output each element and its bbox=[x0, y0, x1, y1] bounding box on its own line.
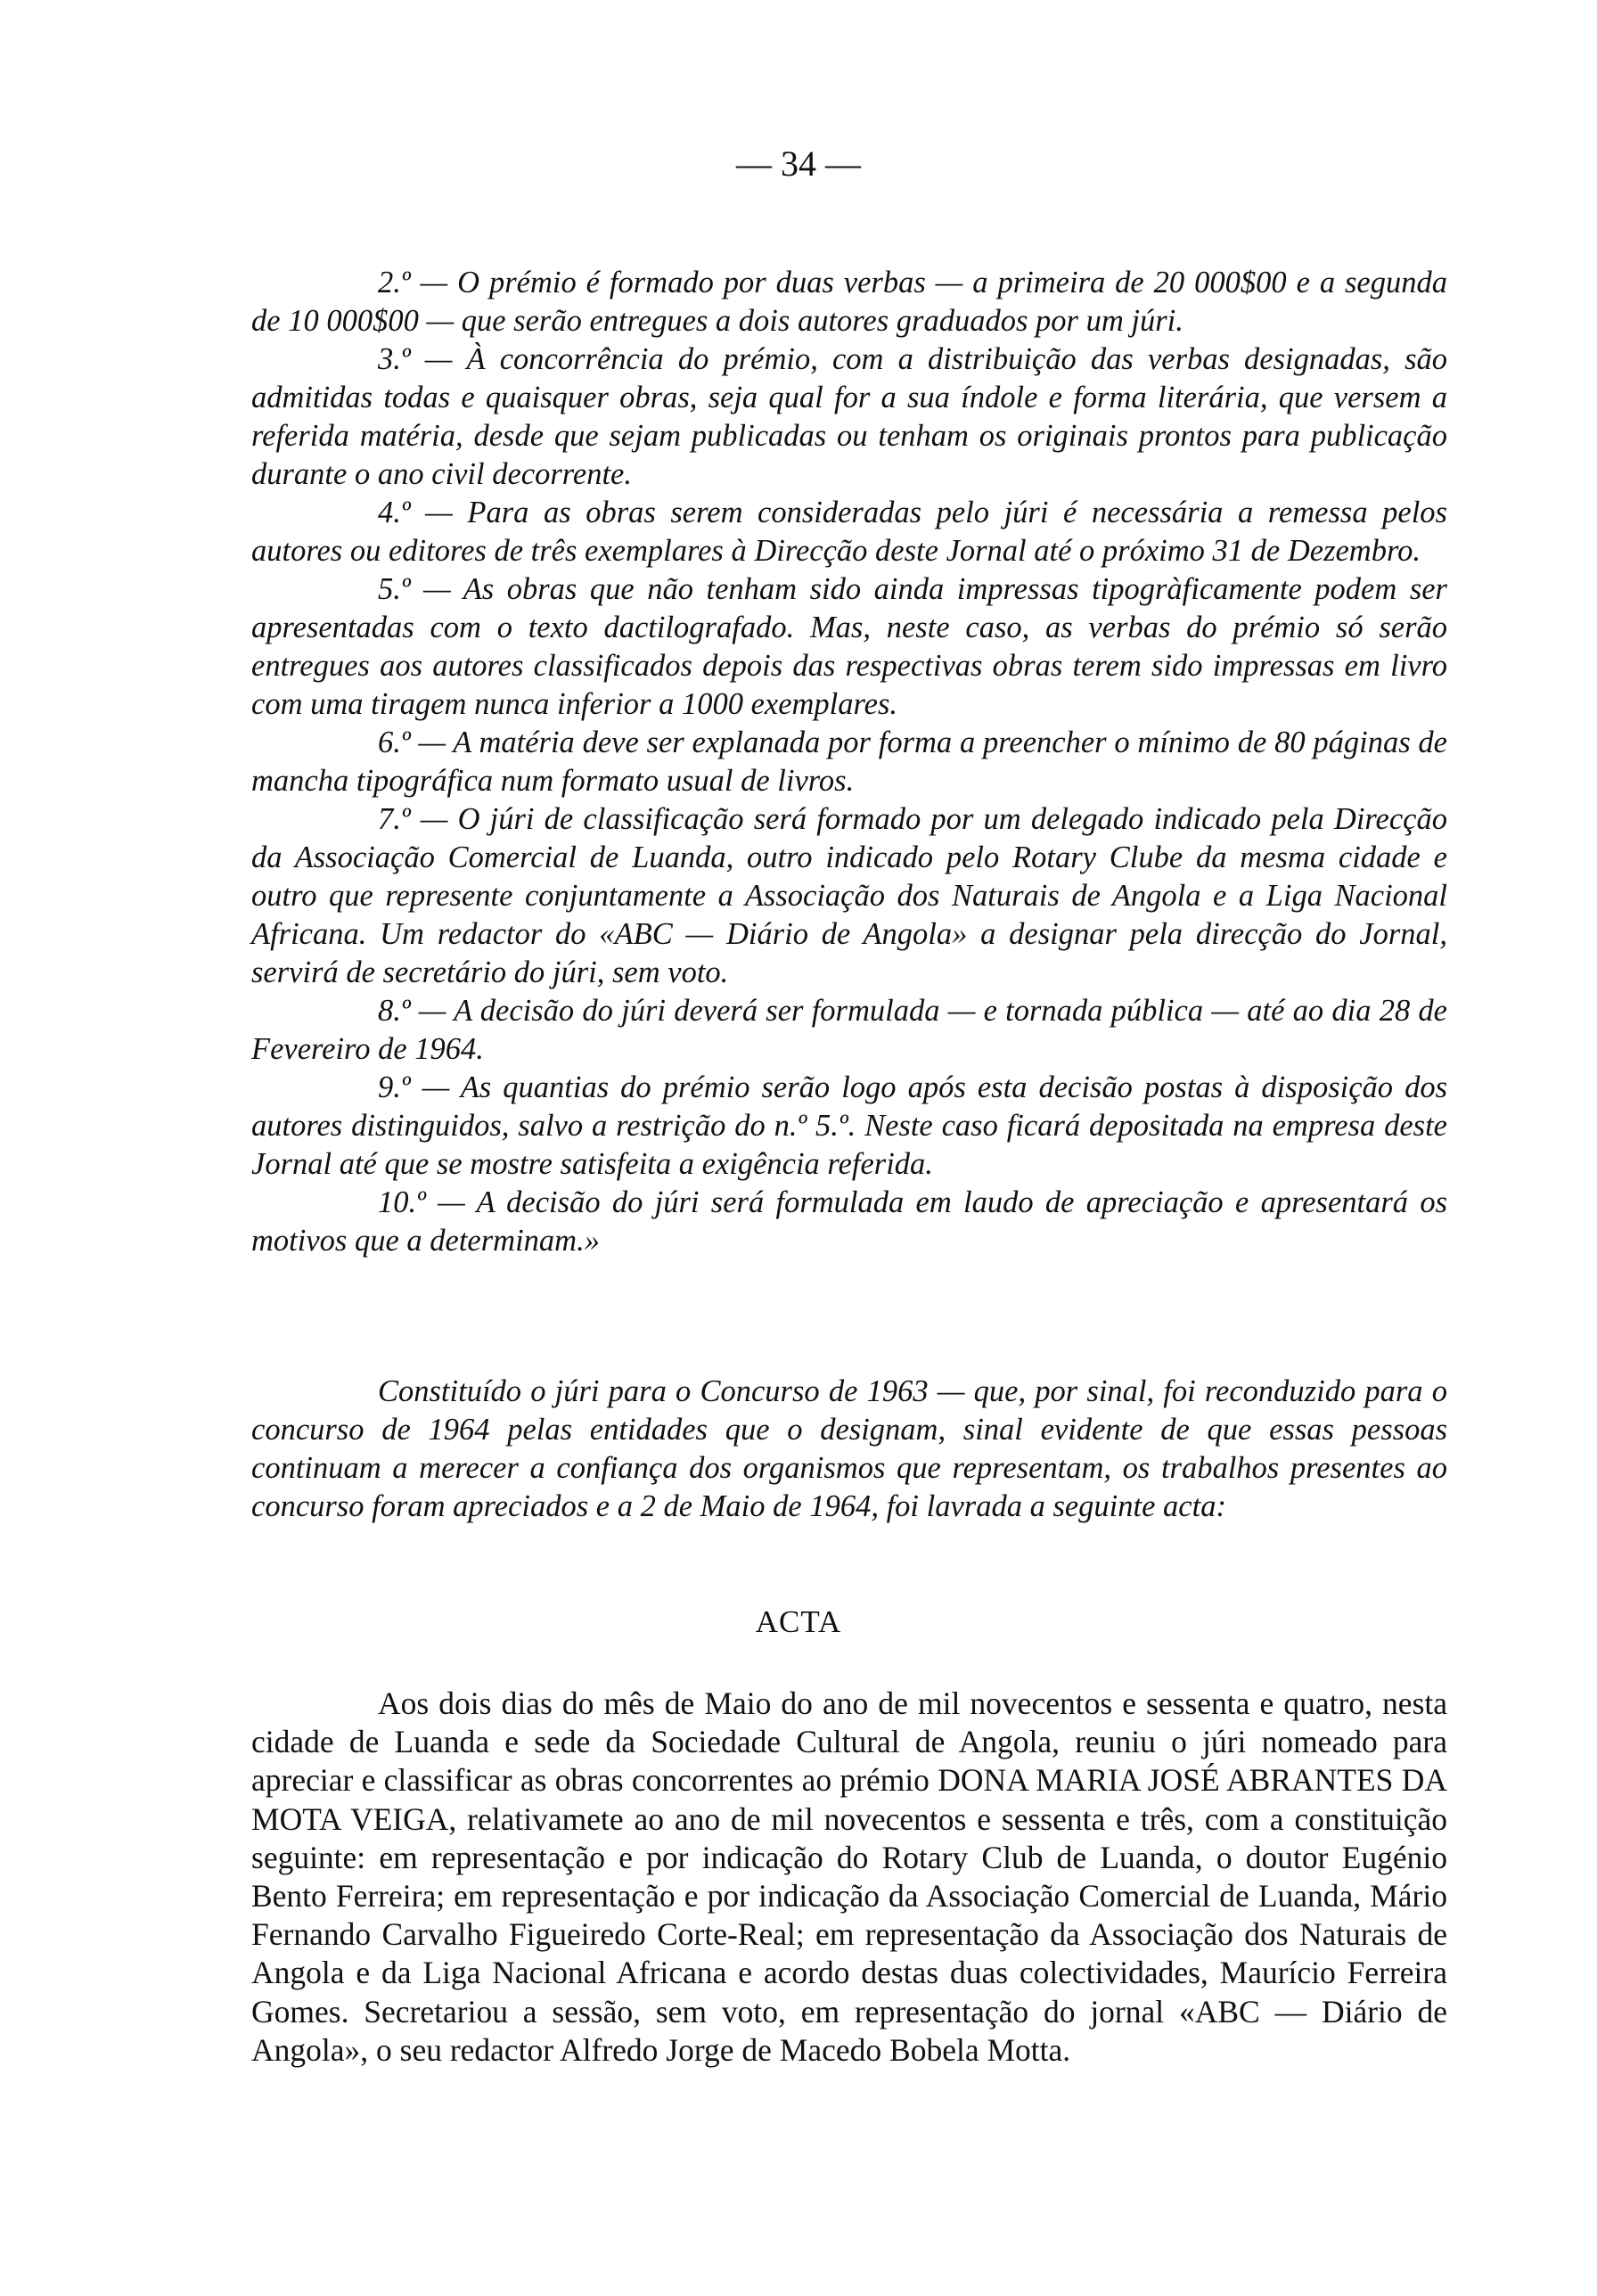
numbered-clauses bbox=[251, 264, 1447, 1260]
acta-heading: ACTA bbox=[755, 1604, 842, 1639]
clause-7: 7.º — O júri de classificação será formado por um delegado indicado pela Direcção da Associação Comercial de Luanda, outro indicado pelo Rotary Clube da mesma cidade e outro que represente conjuntamente a Associação dos Naturais de Angola e a Liga Nacional Africana. Um redactor do «ABC — Diário de Angola» a designar pela direcção do Jornal, servirá de secretário do júri, sem voto. bbox=[251, 802, 1447, 989]
clause-2: 2.º — O prémio é formado por duas verbas — a primeira de 20 000$00 e a segunda de 10 000$00 — que serão entregues a dois autores graduados por um júri. bbox=[251, 266, 1447, 338]
clause-3: 3.º — À concorrência do prémio, com a distribuição das verbas designadas, são admitidas todas e quaisquer obras, seja qual for a sua índole e forma literária, que versem a referida matéria, desde que sejam publicadas ou tenham os originais prontos para publicação durante o ano civil decorrente. bbox=[251, 342, 1447, 491]
acta-paragraph: Aos dois dias do mês de Maio do ano de mil novecentos e sessenta e quatro, nesta cidade de Luanda e sede da Sociedade Cultural de Angola, reuniu o júri nomeado para apreciar e classificar as obras concorrentes ao prémio DONA MARIA JOSÉ ABRANTES DA MOTA VEIGA, relativamete ao ano de mil novecentos e sessenta e três, com a constituição seguinte: em representação e por indicação do Rotary Club de Luanda, o doutor Eugénio Bento Ferreira; em representação e por indicação da Associação Comercial de Luanda, Mário Fernando Carvalho Figueiredo Corte-Real; em representação da Associação dos Naturais de Angola e da Liga Nacional Africana e acordo destas duas colectividades, Maurício Ferreira Gomes. Secretariou a sessão, sem voto, em representação do jornal «ABC — Diário de Angola», o seu redactor Alfredo Jorge de Macedo Bobela Motta. bbox=[251, 1685, 1447, 2068]
clause-9: 9.º — As quantias do prémio serão logo após esta decisão postas à disposição dos autores distinguidos, salvo a restrição do n.º 5.º. Neste caso ficará depositada na empresa deste Jornal até que se mostre satisfeita a exigência referida. bbox=[251, 1070, 1447, 1181]
clause-10: 10.º — A decisão do júri será formulada em laudo de apreciação e apresentará os motivos que a determinam.» bbox=[251, 1185, 1447, 1258]
clause-4: 4.º — Para as obras serem consideradas pelo júri é necessária a remessa pelos autores ou editores de três exemplares à Direcção deste Jornal até o próximo 31 de Dezembro. bbox=[251, 496, 1447, 568]
clause-8: 8.º — A decisão do júri deverá ser formulada — e tornada pública — até ao dia 28 de Fevereiro de 1964. bbox=[251, 994, 1447, 1066]
clause-5: 5.º — As obras que não tenham sido ainda impressas tipogràficamente podem ser apresentadas com o texto dactilografado. Mas, neste caso, as verbas do prémio só serão entregues aos autores classificados depois das respectivas obras terem sido impressas em livro com uma tiragem nunca inferior a 1000 exemplares. bbox=[251, 572, 1447, 721]
page-number: — 34 — bbox=[736, 144, 861, 184]
clause-6: 6.º — A matéria deve ser explanada por forma a preencher o mínimo de 80 páginas de mancha tipográfica num formato usual de livros. bbox=[251, 726, 1447, 798]
jury-note bbox=[251, 1373, 1447, 1526]
acta-body bbox=[251, 1685, 1447, 2070]
jury-note-paragraph: Constituído o júri para o Concurso de 1963 — que, por sinal, foi reconduzido para o concurso de 1964 pelas entidades que o designam, sinal evidente de que essas pessoas continuam a merecer a confiança dos organismos que representam, os trabalhos presentes ao concurso foram apreciados e a 2 de Maio de 1964, foi lavrada a seguinte acta: bbox=[251, 1374, 1447, 1523]
